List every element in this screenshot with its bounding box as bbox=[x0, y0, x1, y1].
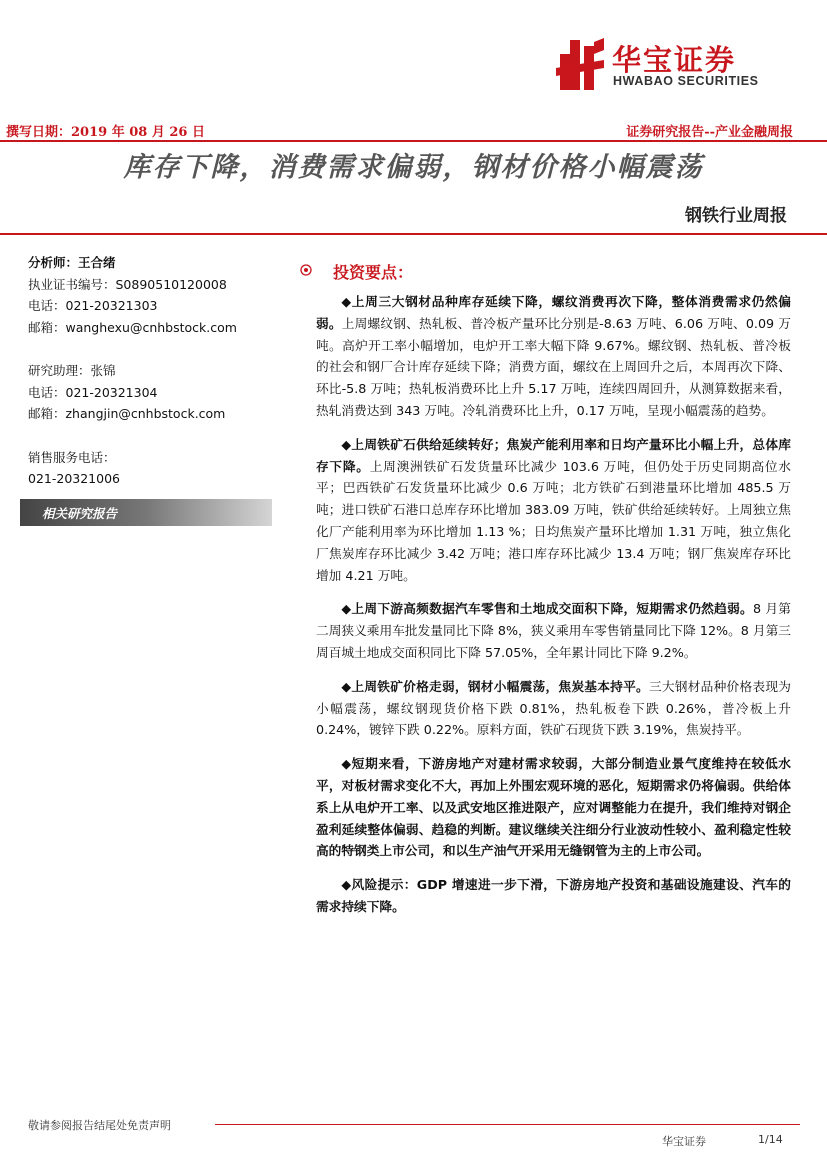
assistant-email: 邮箱：zhangjin@cnhbstock.com bbox=[28, 406, 226, 421]
report-title: 库存下降，消费需求偏弱，钢材价格小幅震荡 bbox=[123, 152, 704, 183]
target-icon bbox=[300, 264, 312, 276]
company-logo bbox=[556, 36, 796, 92]
related-reports-label: 相关研究报告 bbox=[42, 506, 118, 521]
analyst-sidebar bbox=[28, 252, 278, 490]
highlight-text: 三大钢材品种价格表现为小幅震荡，螺纹钢现货价格下跌 0.81%，热轧板卷下跌 0.26%，普冷板上升 0.24%，镀锌下跌 0.22%。原料方面，铁矿石现货下跌 3.19%，焦炭持平。 bbox=[316, 678, 791, 738]
analyst-cert: 执业证书编号：S0890510120008 bbox=[28, 276, 227, 292]
highlight-lead: ◆上周铁矿石供给延续转好；焦炭产能利用率和日均产量环比小幅上升，总体库存下降。 bbox=[316, 436, 791, 474]
assistant-name: 研究助理：张锦 bbox=[28, 363, 116, 378]
analyst-email: 邮箱：wanghexu@cnhbstock.com bbox=[28, 319, 237, 335]
investment-highlights bbox=[316, 291, 791, 930]
company-logo-mark-icon bbox=[556, 38, 604, 90]
highlight-paragraph-ore bbox=[316, 434, 791, 587]
highlight-paragraph-risk bbox=[316, 874, 791, 918]
report-subtitle: 钢铁行业周报 bbox=[685, 206, 787, 226]
footer-company: 华宝证券 bbox=[662, 1135, 706, 1148]
report-type: 证券研究报告--产业金融周报 bbox=[626, 125, 793, 140]
highlight-lead: ◆上周三大钢材品种库存延续下降，螺纹消费再次下降，整体消费需求仍然偏弱。 bbox=[316, 294, 791, 331]
highlight-paragraph-steel bbox=[316, 291, 791, 422]
sales-phone: 021-20321006 bbox=[28, 471, 120, 486]
assistant-phone: 电话：021-20321304 bbox=[28, 384, 158, 400]
page-number: 1/14 bbox=[758, 1133, 783, 1146]
investment-highlights-heading: 投资要点： bbox=[333, 263, 414, 282]
highlight-lead: ◆上周铁矿价格走弱，钢材小幅震荡，焦炭基本持平。 bbox=[341, 678, 649, 694]
highlight-lead: ◆短期来看，下游房地产对建材需求较弱，大部分制造业景气度维持在较低水平，对板材需求变化不大，再加上外围宏观环境的恶化，短期需求仍将偏弱。供给体系上从电炉开工率、以及武安地区推进限产，应对调整能力在提升，我们维持对钢企盈利延续整体偏弱、趋稳的判断。建议继续关注细分行业波动性较小、盈利稳定性较高的特钢类上市公司，和以生产油气开采用无缝钢管为主的上市公司。 bbox=[316, 756, 791, 859]
highlight-paragraph-outlook bbox=[316, 753, 791, 862]
related-reports-banner bbox=[20, 499, 272, 526]
title-divider bbox=[0, 233, 827, 235]
analyst-name: 分析师：王合绪 bbox=[28, 255, 116, 270]
company-name-en: HWABAO SECURITIES bbox=[613, 74, 759, 88]
header-divider bbox=[0, 140, 827, 142]
highlight-text: 上周螺纹钢、热轧板、普冷板产量环比分别是-8.63 万吨、6.06 万吨、0.09 万吨。高炉开工率小幅增加，电炉开工率大幅下降 9.67%。螺纹钢、热轧板、普冷板的社会和钢厂合计库存延续下降；消费方面，螺纹在上周回升之后，本周再次下降、环比-5.8 万吨；热轧板消费环比上升 5.17 万吨，连续四周回升，从测算数据来看，热轧消费达到 343 万吨。冷轧消费环比上升，0.17 万吨，呈现小幅震荡的趋势。 bbox=[316, 315, 791, 418]
highlight-lead: ◆上周下游高频数据汽车零售和土地成交面积下降，短期需求仍然趋弱。 bbox=[341, 601, 753, 617]
highlight-paragraph-price bbox=[316, 676, 791, 741]
highlight-lead: ◆风险提示：GDP 增速进一步下滑，下游房地产投资和基础设施建设、汽车的需求持续下降。 bbox=[316, 877, 791, 914]
report-date: 撰写日期：2019 年 08 月 26 日 bbox=[6, 125, 205, 140]
analyst-phone: 电话：021-20321303 bbox=[28, 298, 158, 313]
company-name-cn: 华宝证券 bbox=[612, 43, 737, 77]
disclaimer-note: 敬请参阅报告结尾处免责声明 bbox=[28, 1119, 171, 1132]
sales-label: 销售服务电话： bbox=[28, 449, 116, 465]
highlight-text: 上周澳洲铁矿石发货量环比减少 103.6 万吨，但仍处于历史同期高位水平；巴西铁矿石发货量环比减少 0.6 万吨；北方铁矿石到港量环比增加 485.5 万吨；进口铁矿石港口总库存环比增加 383.09 万吨，铁矿供给延续转好。上周独立焦化厂产能利用率为环比增加 1.13 %；日均焦炭产量环比增加 1.31 万吨，独立焦化厂焦炭库存环比减少 3.42 万吨；港口库存环比减少 13.4 万吨；钢厂焦炭库存环比增加 4.21 万吨。 bbox=[316, 458, 791, 583]
highlight-text: 8 月第二周狭义乘用车批发量同比下降 8%，狭义乘用车零售销量同比下降 12%。8 月第三周百城土地成交面积同比下降 57.05%，全年累计同比下降 9.2%。 bbox=[316, 601, 791, 660]
highlight-paragraph-demand bbox=[316, 598, 791, 663]
footer-divider bbox=[215, 1124, 800, 1125]
